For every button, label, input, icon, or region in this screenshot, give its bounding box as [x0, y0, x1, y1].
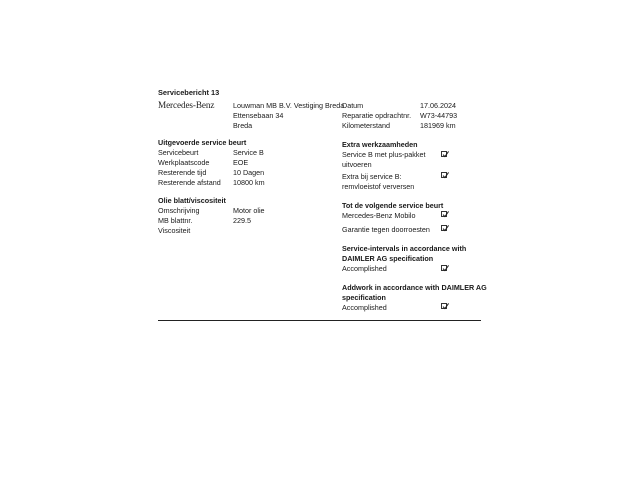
mercedes-benz-logo: Mercedes-Benz	[158, 100, 215, 110]
checkbox-checked-icon	[441, 151, 447, 157]
extra-item-1-line-1: Service B met plus-pakket	[342, 150, 426, 159]
extra-work-section-title: Extra werkzaamheden	[342, 140, 418, 149]
dealer-city: Breda	[233, 121, 253, 130]
page-title: Servicebericht 13	[158, 88, 220, 97]
service-label: Servicebeurt	[158, 148, 199, 157]
checkbox-checked-icon	[441, 172, 447, 178]
remaining-time-label: Resterende tijd	[158, 168, 207, 177]
intervals-status: Accomplished	[342, 264, 387, 273]
extra-item-2-line-1: Extra bij service B:	[342, 172, 402, 181]
extra-item-1-line-2: uitvoeren	[342, 160, 372, 169]
oil-section-title: Olie blatt/viscositeit	[158, 196, 226, 205]
viscosity-label: Viscositeit	[158, 226, 191, 235]
oil-sheet-value: 229.5	[233, 216, 251, 225]
extra-item-2-line-2: remvloeistof verversen	[342, 182, 415, 191]
workshop-code-label: Werkplaatscode	[158, 158, 210, 167]
checkbox-checked-icon	[441, 265, 447, 271]
checkbox-checked-icon	[441, 211, 447, 217]
workshop-code-value: EOE	[233, 158, 249, 167]
oil-description-label: Omschrijving	[158, 206, 200, 215]
mobilo-label: Mercedes-Benz Mobilo	[342, 211, 416, 220]
date-value: 17.06.2024	[420, 101, 456, 110]
mileage-value: 181969 km	[420, 121, 456, 130]
order-number-label: Reparatie opdrachtnr.	[342, 111, 412, 120]
remaining-time-value: 10 Dagen	[233, 168, 265, 177]
intervals-title-line-1: Service-intervals in accordance with	[342, 244, 467, 253]
rust-warranty-label: Garantie tegen doorroesten	[342, 225, 430, 234]
service-value: Service B	[233, 148, 264, 157]
oil-sheet-label: MB blattnr.	[158, 216, 193, 225]
addwork-title-line-2: specification	[342, 293, 386, 302]
intervals-title-line-2: DAIMLER AG specification	[342, 254, 434, 263]
service-section-title: Uitgevoerde service beurt	[158, 138, 247, 147]
next-service-section-title: Tot de volgende service beurt	[342, 201, 444, 210]
checkbox-checked-icon	[441, 225, 447, 231]
dealer-name: Louwman MB B.V. Vestiging Breda	[233, 101, 345, 110]
dealer-street: Ettensebaan 34	[233, 111, 284, 120]
addwork-title-line-1: Addwork in accordance with DAIMLER AG	[342, 283, 487, 292]
date-label: Datum	[342, 101, 364, 110]
remaining-distance-label: Resterende afstand	[158, 178, 221, 187]
order-number-value: W73-44793	[420, 111, 458, 120]
addwork-status: Accomplished	[342, 303, 387, 312]
checkbox-checked-icon	[441, 303, 447, 309]
bottom-divider	[158, 320, 481, 321]
oil-description-value: Motor olie	[233, 206, 265, 215]
remaining-distance-value: 10800 km	[233, 178, 265, 187]
mileage-label: Kilometerstand	[342, 121, 390, 130]
